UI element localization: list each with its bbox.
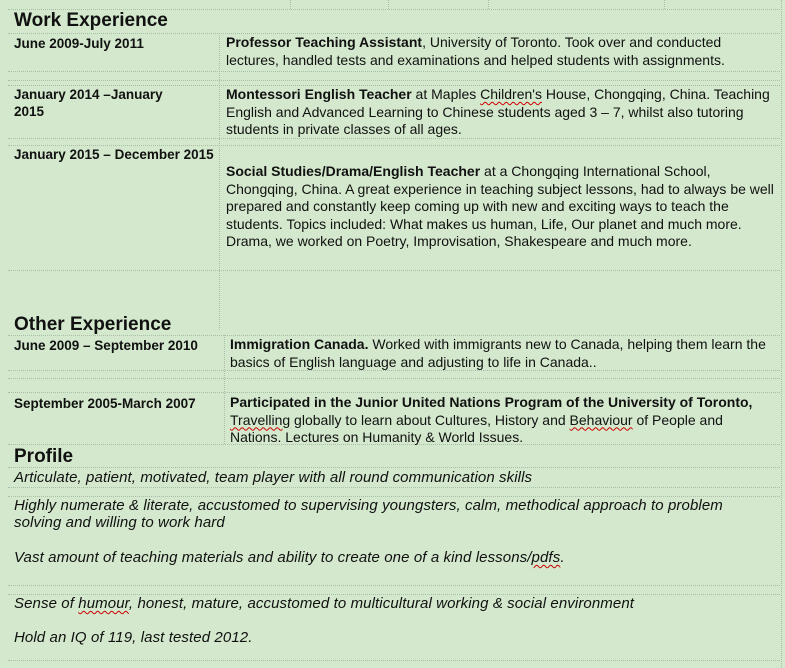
table-rule [8, 487, 780, 488]
table-rule [8, 378, 780, 379]
job-title: Social Studies/Drama/English Teacher [226, 163, 481, 179]
section-heading-other: Other Experience [14, 314, 172, 335]
activity-title: Immigration Canada. [230, 336, 369, 352]
table-rule [8, 467, 780, 468]
other-date-2: September 2005-March 2007 [14, 396, 196, 411]
job-description: at a Chongqing International School, Chongqing, China. A great experience in teaching subject lessons, had to always be well prepared and constantly keep coming up with new and exciting ways to teach the students. Topics included: What makes us human, Life, Our planet and much more. Drama, we worked on Poetry, Improvisation, Shakespeare and much more. [226, 163, 774, 249]
profile-line: Hold an IQ of 119, last tested 2012. [14, 629, 253, 646]
job-description: at Maples [411, 86, 481, 102]
spelling-flagged-word: Behaviour [569, 411, 633, 428]
profile-text: Vast amount of teaching materials and ability to create one of a kind lessons/ [14, 549, 532, 566]
table-rule [8, 270, 780, 271]
work-entry-1 [226, 34, 774, 69]
profile-text: . [560, 549, 565, 566]
spelling-flagged-word: Children's [480, 86, 542, 102]
section-heading-profile: Profile [14, 446, 74, 467]
profile-line [14, 549, 774, 566]
column-divider [781, 0, 782, 668]
column-divider [664, 0, 665, 9]
table-rule [8, 80, 780, 81]
spelling-flagged-word: pdfs [531, 549, 561, 566]
section-heading-work: Work Experience [14, 10, 168, 31]
profile-line [14, 595, 774, 612]
activity-description: Worked with immigrants new to Canada, helping them learn the basics of English language and adjusting to life in Canada.. [230, 336, 766, 370]
work-date-2: January 2014 –January 2015 [14, 87, 163, 119]
activity-description: globally to learn about Cultures, History and [290, 411, 570, 428]
column-divider [388, 0, 389, 9]
job-title: Professor Teaching Assistant [226, 34, 423, 50]
spelling-flagged-word: Travelling [230, 411, 291, 428]
job-description: House, Chongqing, China. Teaching English and Advanced Learning to Chinese students aged 3 – 7, whilst also tutoring students in private classes of all ages. [226, 86, 770, 137]
activity-description: of People and Nations. Lectures on Humanity & World Issues. [230, 411, 723, 445]
column-divider [290, 0, 291, 9]
spelling-flagged-word: humour [78, 595, 129, 612]
column-divider [219, 270, 220, 330]
other-entry-1 [230, 336, 778, 371]
profile-line: Highly numerate & literate, accustomed to supervising youngsters, calm, methodical approach to problem solving and willing to work hard [14, 497, 723, 531]
table-rule [8, 71, 780, 72]
column-divider [219, 33, 220, 270]
work-date-3: January 2015 – December 2015 [14, 147, 214, 162]
job-description: , University of Toronto. Took over and conducted lectures, handled tests and examinations and helped students with assignments. [226, 34, 725, 68]
other-date-1: June 2009 – September 2010 [14, 338, 198, 353]
profile-line: Articulate, patient, motivated, team player with all round communication skills [14, 469, 533, 486]
profile-text: Sense of [14, 595, 79, 612]
work-entry-2 [226, 86, 778, 139]
activity-title: Participated in the Junior United Nations Program of the University of Toronto, [230, 394, 753, 410]
column-divider [488, 0, 489, 9]
other-entry-2 [230, 394, 770, 447]
work-entry-3 [226, 163, 774, 251]
column-divider [224, 335, 225, 444]
table-rule [8, 392, 780, 393]
work-date-1: June 2009-July 2011 [14, 36, 144, 51]
table-rule [8, 660, 780, 661]
table-rule [8, 585, 780, 586]
profile-text: , honest, mature, accustomed to multicultural working & social environment [128, 595, 635, 612]
job-title: Montessori English Teacher [226, 86, 412, 102]
